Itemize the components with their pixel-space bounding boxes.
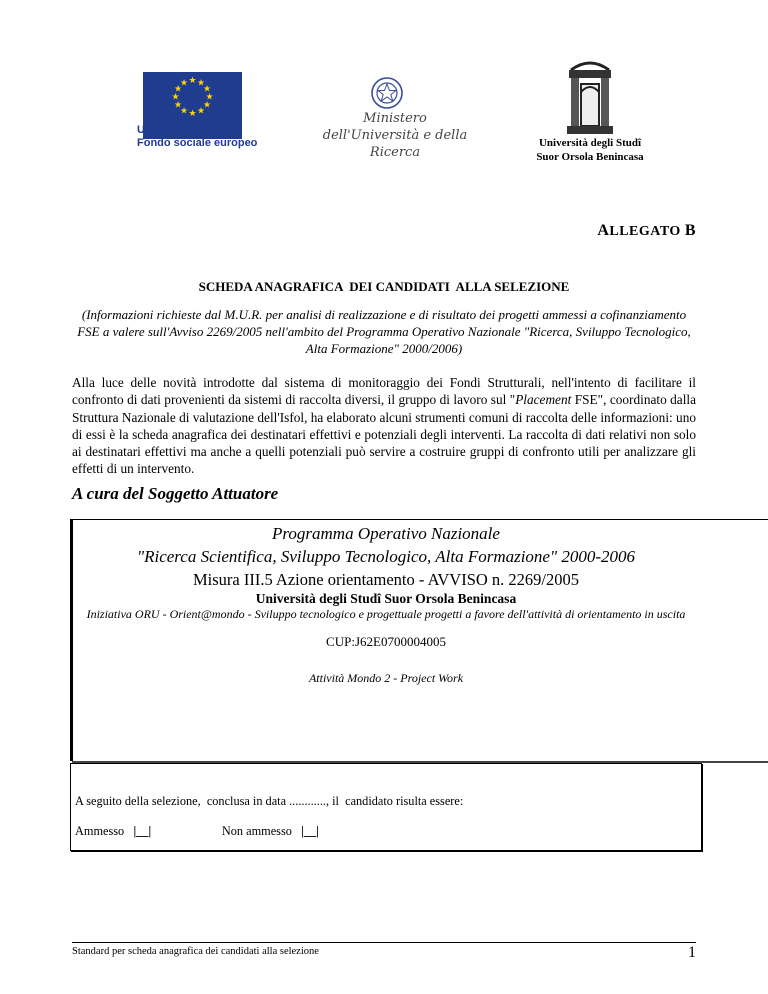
university-line1: Università degli Studî [538,137,642,149]
initiative-line: Iniziativa ORU - Orient@mondo - Sviluppo tecnologico e progettuale progetti a favore dell'attività di orientamento in uscita [86,607,686,621]
document-title: SCHEDA ANAGRAFICA DEI CANDIDATI ALLA SELEZIONE [198,279,570,294]
svg-text:★: ★ [171,92,180,103]
svg-text:★: ★ [179,78,189,89]
svg-text:★: ★ [202,100,212,111]
footer-text: Standard per scheda anagrafica dei candidati alla selezione [72,946,319,957]
programme-university: Università degli Studî Suor Orsola Benincasa [255,591,517,606]
eu-stars-icon [143,72,242,120]
svg-text:★: ★ [202,84,212,95]
selection-sentence: A seguito della selezione, conclusa in data ............, il candidato risulta essere: [75,794,464,808]
ministry-line2: dell'Università e della Ricerca [322,128,468,160]
eu-caption [137,124,257,150]
ministry-line1: Ministero [363,111,427,126]
admitted-checkbox[interactable]: |__| [133,824,152,838]
not-admitted-label: Non ammesso [221,824,292,838]
svg-text:★: ★ [173,100,183,111]
svg-text:★: ★ [205,92,214,103]
cup-code: CUP:J62E0700004005 [326,634,446,649]
svg-text:★: ★ [188,109,197,119]
info-paragraph: (Informazioni richieste dal M.U.R. per analisi di realizzazione e di risultato dei progetti ammessi a cofinanziamento FSE a valere sull'Avviso 2269/2005 nell'ambito del Programma Operativo Nazionale "Ricerca, Sviluppo Tecnologico, Alta Formazione" 2000/2006) [77,307,691,356]
selection-outcome [75,824,319,839]
not-admitted-checkbox[interactable]: |__| [301,824,319,838]
programme-name: Programma Operativo Nazionale [272,524,500,543]
university-line2: Suor Orsola Benincasa [536,151,644,163]
selection-box [70,763,702,851]
svg-text:★: ★ [179,106,189,117]
university-building-logo-icon [565,58,615,136]
programme-subtitle: "Ricerca Scientifica, Sviluppo Tecnologico, Alta Formazione" 2000-2006 [136,547,636,566]
svg-text:★: ★ [196,78,206,89]
italian-republic-emblem-icon [370,76,404,110]
footer-divider [72,942,696,943]
svg-text:★: ★ [188,76,197,86]
svg-text:★: ★ [196,106,206,117]
eu-name: UNIONE EUROPEA [137,124,238,136]
activity-line: Attività Mondo 2 - Project Work [308,671,464,685]
university-name [520,136,660,164]
page-number: 1 [688,944,696,961]
measure-line: Misura III.5 Azione orientamento - AVVISO n. 2269/2005 [192,570,580,589]
svg-text:★: ★ [173,84,183,95]
section-heading: A cura del Soggetto Attuatore [72,484,279,503]
ministry-name [300,110,490,161]
programme-box [70,519,768,761]
intro-paragraph: Alla luce delle novità introdotte dal sistema di monitoraggio dei Fondi Strutturali, nell'intento di facilitare il confronto di dati provenienti da sistemi di raccolta diversi, il gruppo di lavoro sul "Placement FSE", coordinato dalla Struttura Nazionale di valutazione dell'Isfol, ha elaborato alcuni strumenti comuni di raccolta delle informazioni: uno di essi è la scheda anagrafica dei destinatari effettivi e potenziali degli interventi. La raccolta di dati relativi non solo ai destinatari effettivi ma anche a quelli potenziali può servire a costruire gruppi di confronto utili per analizzare gli effetti di un intervento. [72,375,697,477]
admitted-label: Ammesso [75,824,125,838]
eu-fund-name: Fondo sociale europeo [137,137,258,149]
annex-label: ALLEGATO B [597,222,696,239]
